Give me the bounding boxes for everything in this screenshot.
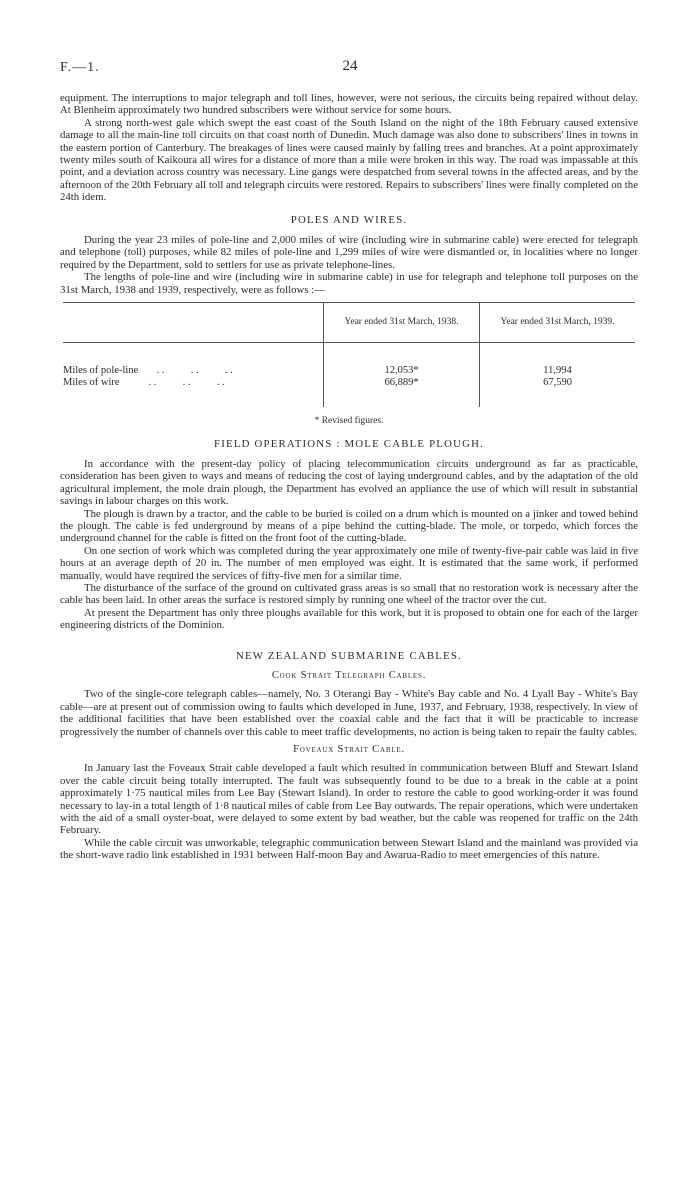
cell-1939: 11,994	[480, 343, 636, 378]
paragraph: The disturbance of the surface of the ground on cultivated grass areas is so small that no restoration work is necessary after the cable has been laid. In other areas the surface is restored simply by running one wheel of the tractor over the cut.	[60, 581, 638, 607]
leader-dots: . . . . . .	[156, 365, 233, 377]
section-heading-poles: POLES AND WIRES.	[290, 213, 408, 226]
row-label: Miles of wire	[63, 377, 120, 389]
pole-wire-table	[63, 302, 635, 407]
paragraph: In accordance with the present-day policy of placing telecommunication circuits underground as far as practicable, consideration has been given to ways and means of reducing the cost of laying underground cables, and by the adaptation of the old agricultural implement, the mole drain plough, the Department has evolved an appliance the use of which will result in substantial savings in labour charges on this work.	[60, 457, 638, 508]
paragraph: A strong north-west gale which swept the east coast of the South Island on the night of the 18th February caused extensive damage to all the main-line toll circuits on that coast north of Dunedin. Much damage was also done to subscribers' lines in towns in the eastern portion of Canterbury. The breakages of lines were caused mainly by falling trees and branches. At a point approximately twenty miles south of Kaikoura all wires for a distance of more than a mile were broken in this way. The road was impassable at this point, and a deviation across country was necessary. Line gangs were despatched from several towns in the affected areas, and by the afternoon of the 20th February all toll and telegraph circuits were restored. Repairs to subscribers' lines were finally completed on the 24th idem.	[60, 116, 638, 204]
section-heading-submarine: NEW ZEALAND SUBMARINE CABLES.	[236, 649, 462, 662]
paragraph: The lengths of pole-line and wire (including wire in submarine cable) in use for telegraph and telephone toll purposes on the 31st March, 1938 and 1939, respectively, were as follows :—	[60, 271, 638, 296]
section-heading-field: FIELD OPERATIONS : MOLE CABLE PLOUGH.	[214, 437, 484, 450]
table-header-1938: Year ended 31st March, 1938.	[324, 303, 480, 343]
page-body	[60, 92, 638, 862]
table-footnote: * Revised figures.	[314, 416, 384, 427]
paragraph: At present the Department has only three ploughs available for this work, but it is proposed to obtain one for each of the larger engineering districts of the Dominion.	[60, 606, 638, 632]
table-header-blank	[63, 303, 324, 343]
paragraph: In January last the Foveaux Strait cable developed a fault which resulted in communication between Bluff and Stewart Island over the cable circuit being totally interrupted. The fault was subsequently found to be due to a break in the cable at a point approximately 1·75 nautical miles from Lee Bay (Stewart Island). In order to restore the cable to good working-order it was found necessary to lay-in a total length of 1·8 nautical miles of cable from Lee Bay outwards. The repair operations, which were undertaken with the aid of a small oyster-boat, were delayed to some extent by bad weather, but the cable was reopened for traffic on the 24th February.	[60, 762, 638, 837]
subheading-foveaux-strait: Foveaux Strait Cable.	[293, 744, 405, 756]
paragraph: The plough is drawn by a tractor, and the cable to be buried is coiled on a drum which is mounted on a jinker and towed behind the plough. The cable is fed underground by means of a pipe behind the cutting-blade. The mole, or torpedo, which forces the underground channel for the cable is fitted on the front foot of the cutting-blade.	[60, 507, 638, 545]
paragraph: While the cable circuit was unworkable, telegraphic communication between Stewart Island and the mainland was provided via the short-wave radio link established in 1931 between Half-moon Bay and Awarua-Radio to meet emergencies of this nature.	[60, 836, 638, 862]
cell-1938: 12,053*	[324, 343, 480, 378]
table-row	[63, 377, 635, 407]
page-number: 24	[342, 58, 358, 74]
paragraph: On one section of work which was completed during the year approximately one mile of twenty-five-pair cable was laid in five hours at an average depth of 20 in. The number of men employed was eight. It is estimated that the same work, if performed manually, would have required the services of fifty-five men for a similar time.	[60, 544, 638, 582]
cell-1938: 66,889*	[324, 377, 480, 407]
paragraph: Two of the single-core telegraph cables—namely, No. 3 Oterangi Bay - White's Bay cable and No. 4 Lyall Bay - White's Bay cable—are at present out of commission owing to faults which developed in June, 1937, and February, 1938, respectively. In view of the additional facilities that have been established over the coaxial cable and the fact that it will be practicable to increase progressively the number of channels over this cable to meet traffic developments, no action is being taken to repair the faulty cables.	[60, 688, 638, 738]
row-label: Miles of pole-line	[63, 365, 139, 377]
table-header-1939: Year ended 31st March, 1939.	[480, 303, 636, 343]
cell-1939: 67,590	[480, 377, 636, 407]
subheading-cook-strait: Cook Strait Telegraph Cables.	[271, 670, 427, 681]
paragraph: equipment. The interruptions to major telegraph and toll lines, however, were not serious, the circuits being repaired without delay. At Blenheim approximately two hundred subscribers were without service for some hours.	[60, 92, 638, 117]
leader-dots: . . . . . .	[148, 377, 225, 389]
document-code: F.—1.	[60, 60, 100, 75]
table-row	[63, 343, 635, 378]
paragraph: During the year 23 miles of pole-line and 2,000 miles of wire (including wire in submarine cable) were erected for telegraph and telephone (toll) purposes, while 82 miles of pole-line and 1,299 miles of wire were dismantled or, in localities where no longer required by the Department, sold to settlers for use as private telephone-lines.	[60, 234, 638, 271]
